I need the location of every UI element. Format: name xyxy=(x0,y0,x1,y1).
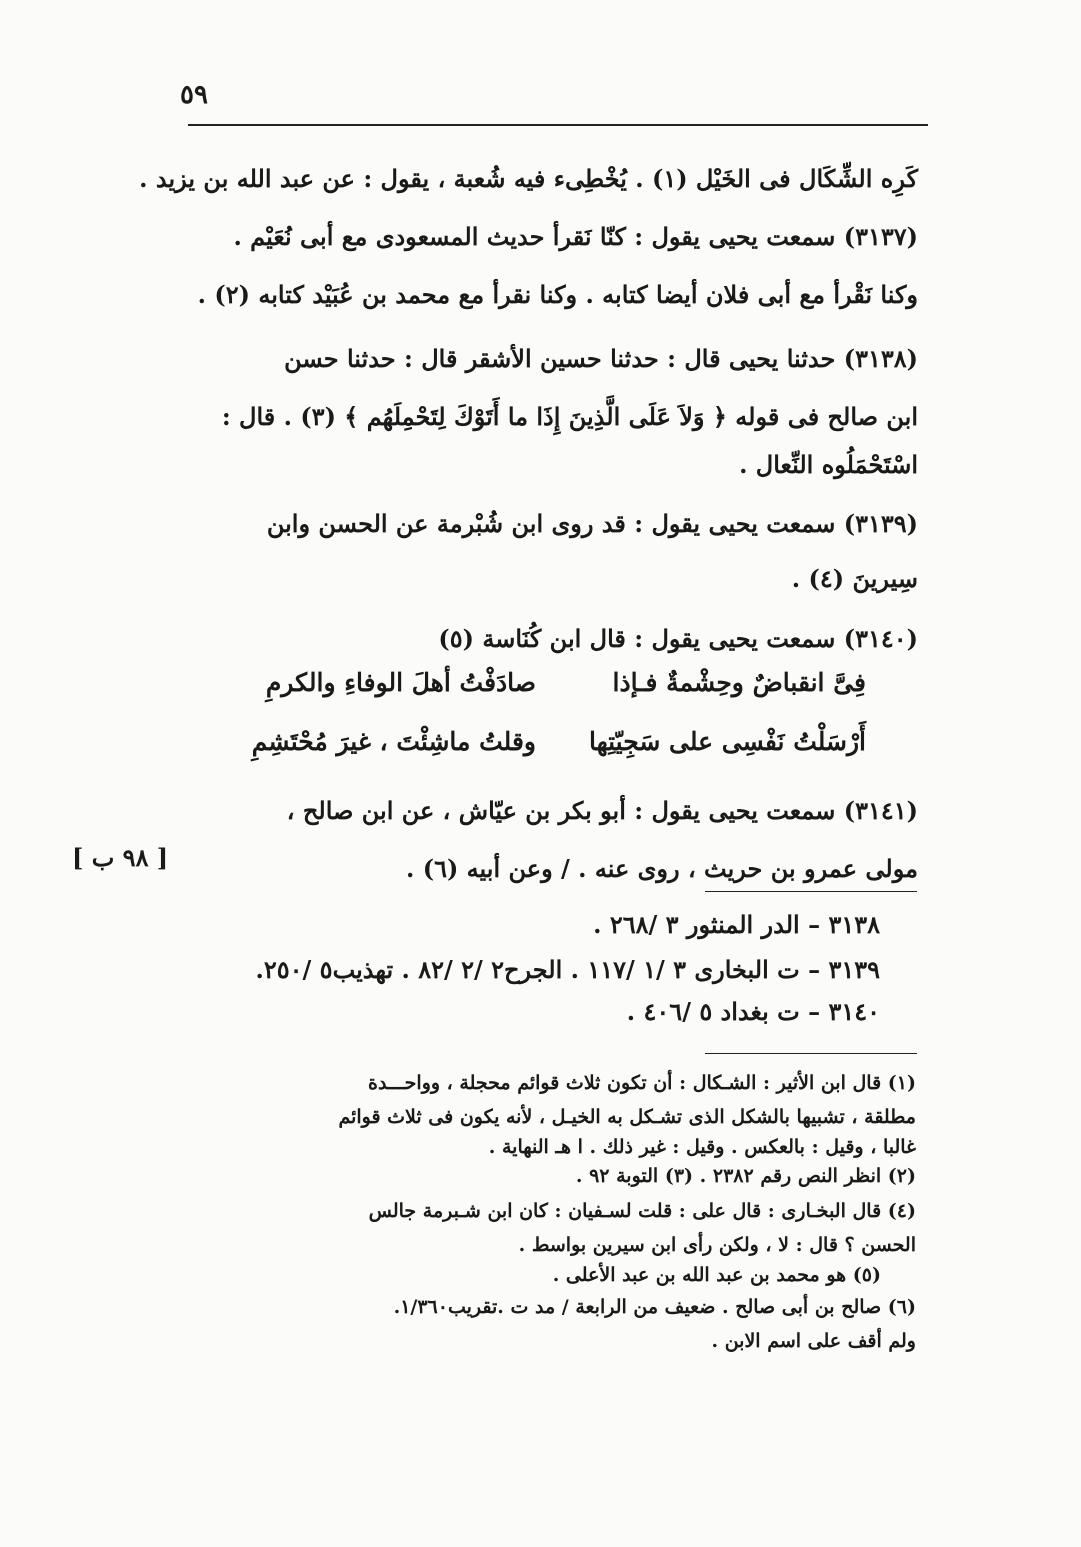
text-line: (٣١٣٧) سمعت يحيى يقول : كنّا نَقرأ حديث المسعودى مع أبى نُعَيْم . xyxy=(233,222,918,251)
references-rule xyxy=(705,891,917,892)
footnote-line: (٥) هو محمد بن عبد الله بن عبد الأعلى . xyxy=(552,1264,881,1286)
footnote-line: ولم أقف على اسم الابن . xyxy=(711,1330,916,1352)
text-line: (٣١٣٩) سمعت يحيى يقول : قد روى ابن شُبْرمة عن الحسن وابن xyxy=(266,509,918,538)
margin-folio-note: [ ٩٨ ب ] xyxy=(72,843,169,872)
footnote-line: غالبا ، وقيل : بالعكس . وقيل : غير ذلك . ا هـ النهاية . xyxy=(488,1136,916,1158)
footnote-line: (٦) صالح بن أبى صالح . ضعيف من الرابعة / مد ت .تقريب١/٣٦٠. xyxy=(393,1296,916,1318)
verse-hemistich: فِىَّ انقباضٌ وحِشْمةٌ فـإذا xyxy=(612,668,866,697)
footnote-line: الحسن ؟ قال : لا ، ولكن رأى ابن سيرين بواسط . xyxy=(518,1234,916,1256)
reference-line: ٣١٣٩ – ت البخارى ٣ /١ /١١٧ . الجرح٢ /٢ /٨٢ . تهذيب٥ /٢٥٠. xyxy=(255,955,880,984)
text-line: كَرِه الشِّكَال فى الخَيْل (١) . يُخْطِىء فيه شُعبة ، يقول : عن عبد الله بن يزيد . xyxy=(139,164,918,193)
text-line: (٣١٣٨) حدثنا يحيى قال : حدثنا حسين الأشقر قال : حدثنا حسن xyxy=(284,344,918,373)
footnote-line: (١) قال ابن الأثير : الشـكال : أن تكون ثلاث قوائم محجلة ، وواحـــدة xyxy=(368,1072,916,1094)
footnote-line: (٢) انظر النص رقم ٢٣٨٢ . (٣) التوبة ٩٢ . xyxy=(575,1165,916,1187)
text-line: (٣١٤٠) سمعت يحيى يقول : قال ابن كُنَاسة (٥) xyxy=(438,624,918,653)
text-line: (٣١٤١) سمعت يحيى يقول : أبو بكر بن عيّاش ، عن ابن صالح ، xyxy=(286,796,918,825)
header-rule xyxy=(188,124,928,126)
text-line: ابن صالح فى قوله ﴿ وَلاَ عَلَى الَّذِينَ إِذَا ما أَتَوْكَ لِتَحْمِلَهُم ﴾ (٣) . قال : xyxy=(221,402,918,431)
reference-line: ٣١٣٨ – الدر المنثور ٣ /٢٦٨ . xyxy=(593,910,880,939)
text-line: اسْتَحْمَلُوه النِّعال . xyxy=(739,450,918,479)
verse-hemistich: صادَفْتُ أهلَ الوفاءِ والكرمِ xyxy=(265,668,536,697)
reference-line: ٣١٤٠ – ت بغداد ٥ /٤٠٦ . xyxy=(626,997,880,1026)
text-line: مولى عمرو بن حريث ، روى عنه . / وعن أبيه (٦) . xyxy=(405,854,918,883)
verse-hemistich: وقلتُ ماشِئْتَ ، غيرَ مُحْتَشِمِ xyxy=(251,727,536,756)
page-number: ٥٩ xyxy=(180,80,208,110)
text-line: سِيرينَ (٤) . xyxy=(791,564,918,593)
footnotes-rule xyxy=(705,1053,917,1054)
main-text xyxy=(139,150,918,890)
footnote-line: (٤) قال البخـارى : قال على : قلت لسـفيان : كان ابن شـبرمة جالس xyxy=(368,1200,916,1222)
verse-hemistich: أَرْسَلْتُ نَفْسِى على سَجِيّتِها xyxy=(589,727,866,756)
text-line: وكنا نَقْرأ مع أبى فلان أيضا كتابه . وكنا نقرأ مع محمد بن عُبَيْد كتابه (٢) . xyxy=(197,280,918,309)
footnote-line: مطلقة ، تشبيها بالشكل الذى تشـكل به الخيـل ، لأنه يكون فى ثلاث قوائم xyxy=(338,1106,916,1128)
